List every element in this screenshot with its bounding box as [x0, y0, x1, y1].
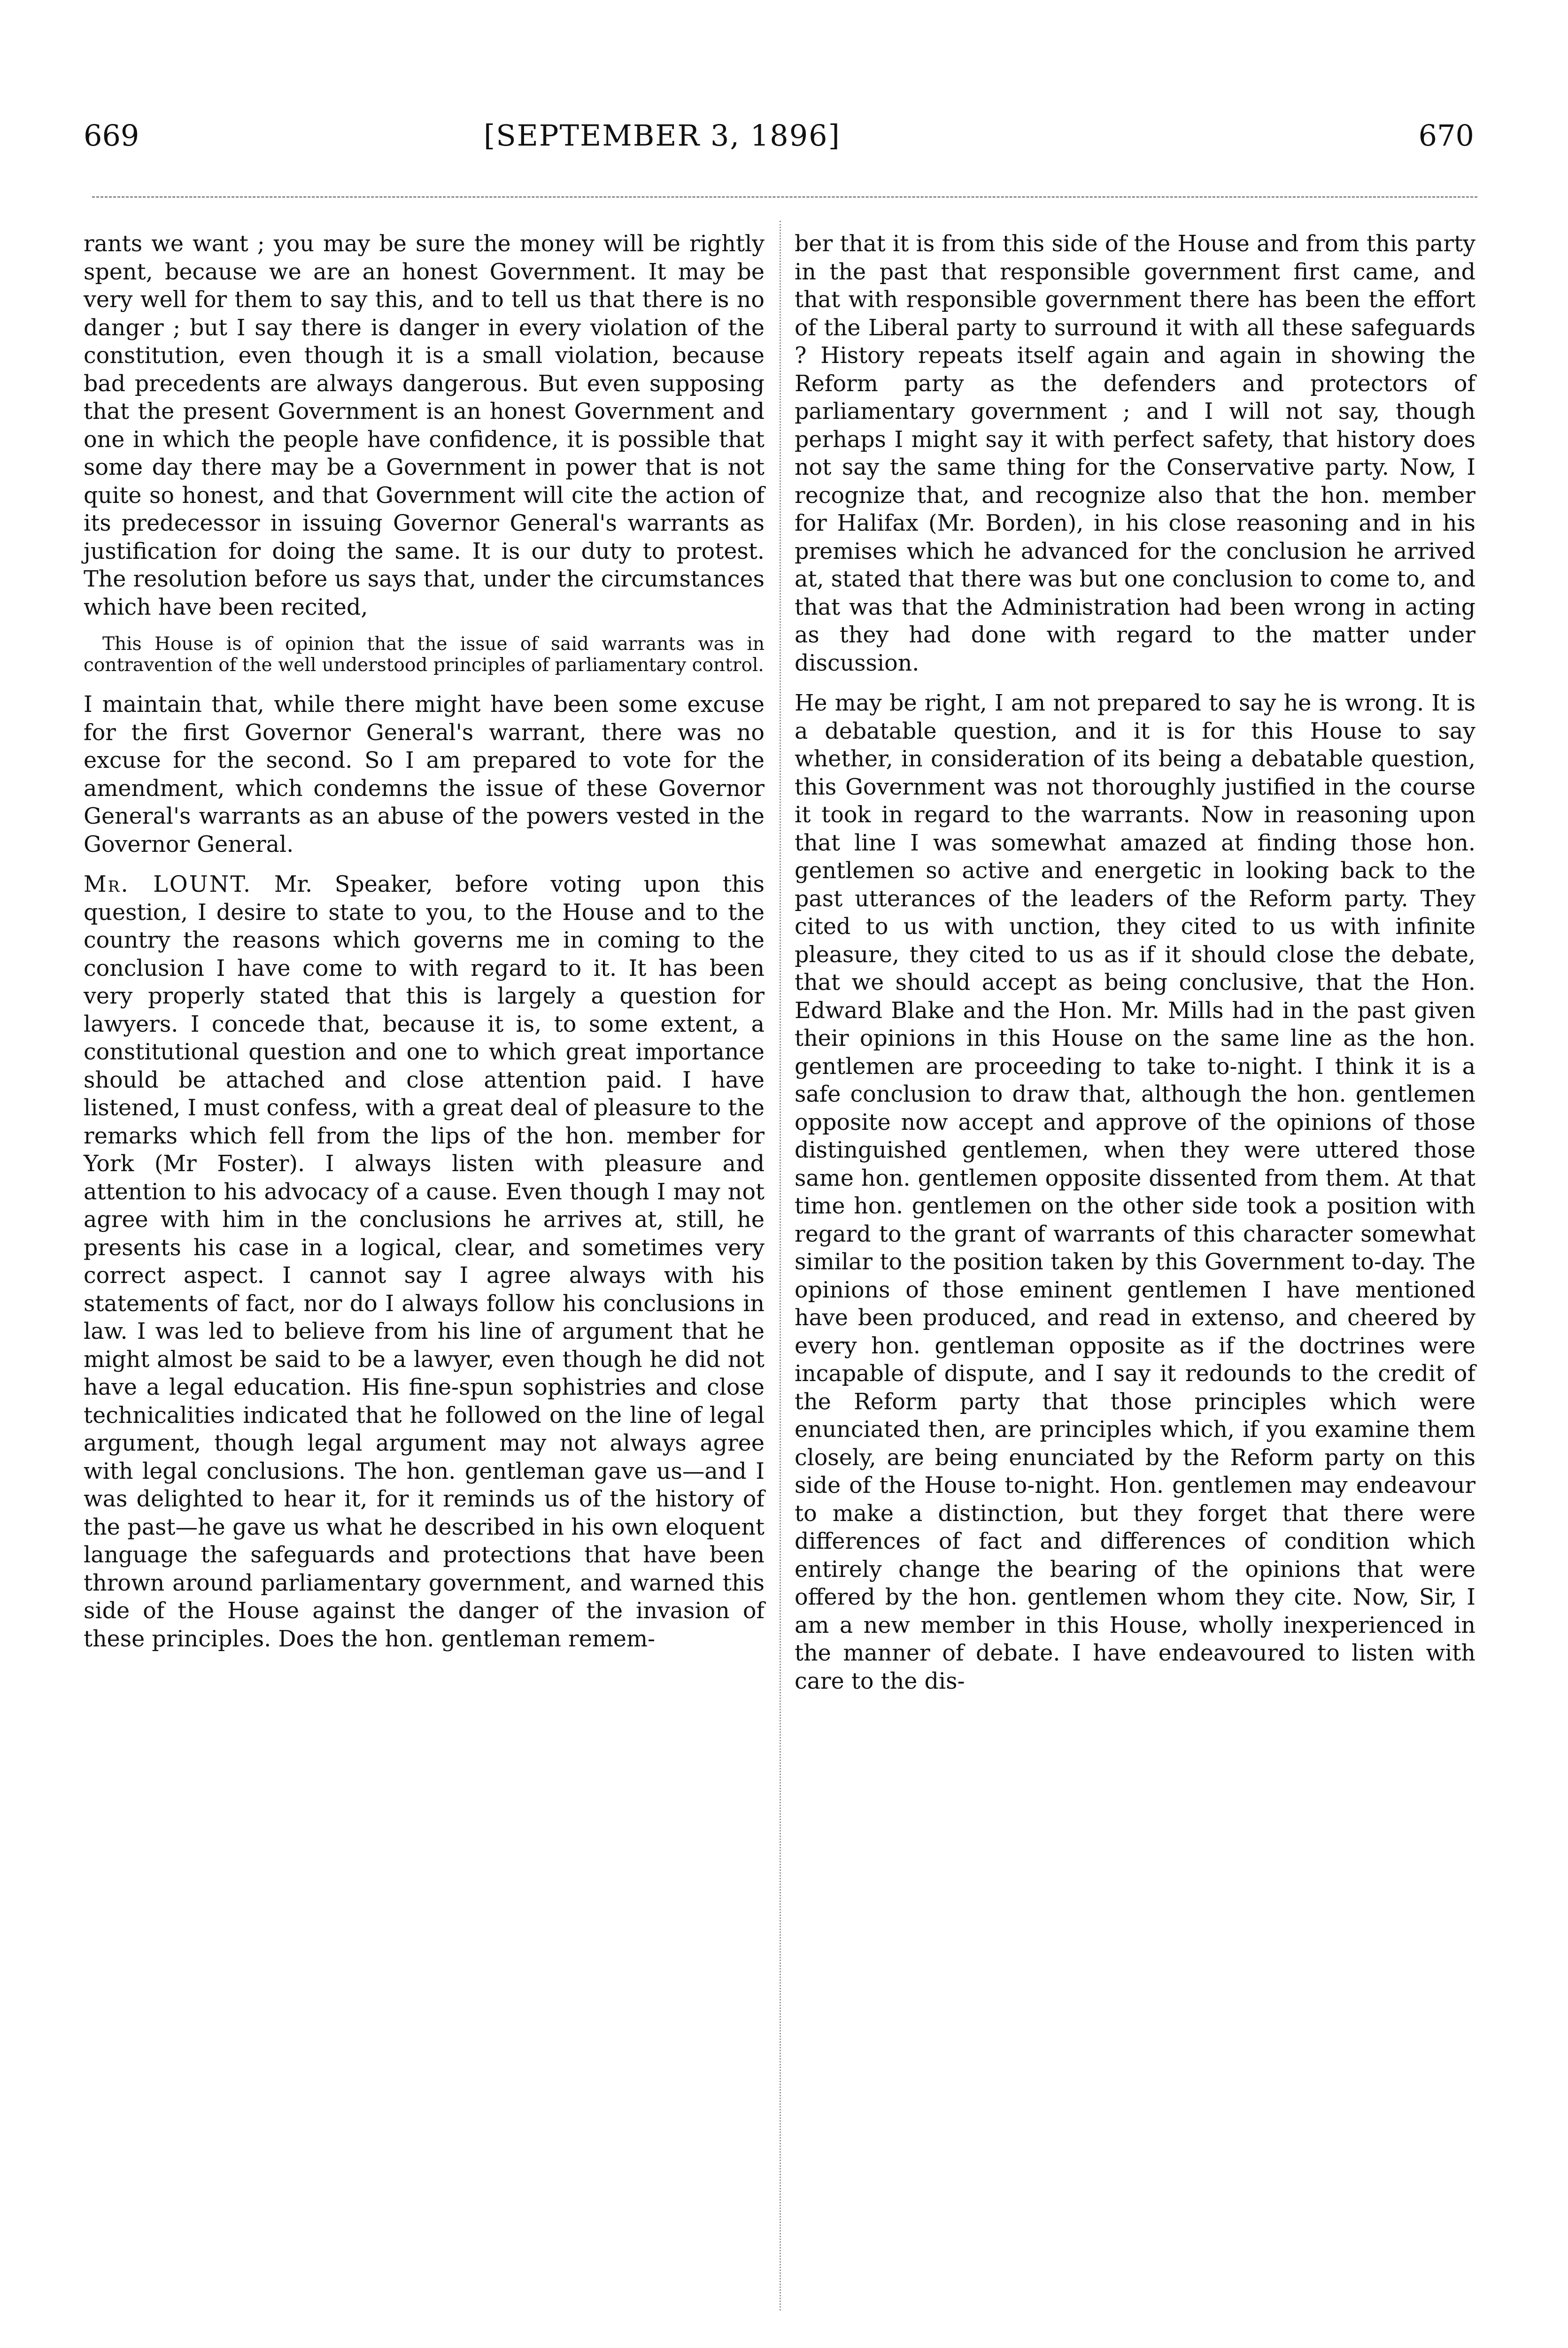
resolution-quote: This House is of opinion that the issue of said warrants was in contravention of the well understood principles of parliamentary control.: [84, 633, 765, 676]
header-rule: [92, 196, 1477, 198]
page-header: [0, 109, 1568, 165]
right-page-number: 670: [1418, 118, 1474, 153]
left-column: [84, 230, 765, 1653]
left-paragraph-1: rants we want ; you may be sure the money will be rightly spent, because we are an honest Government. It may be very well for them to say this, and to tell us that there is no danger ; but I say there is danger in every violation of the constitution, even though it is a small violation, because bad precedents are always dangerous. But even supposing that the present Government is an honest Government and one in which the people have confidence, it is possible that some day there may be a Government in power that is not quite so honest, and that Government will cite the action of its predecessor in issuing Governor General's warrants as justification for doing the same. It is our duty to protest. The resolution before us says that, under the circumstances which have been recited,: [84, 231, 765, 620]
right-column: [795, 230, 1475, 1695]
left-paragraph-2: I maintain that, while there might have been some excuse for the first Governor General's warrant, there was no excuse for the second. So I am prepared to vote for the amendment, which condemns the issue of these Governor General's warrants as an abuse of the powers vested in the Governor General.: [84, 692, 765, 857]
speaker-name: Mr. LOUNT.: [84, 872, 252, 897]
header-date: [SEPTEMBER 3, 1896]: [484, 118, 841, 153]
right-paragraph-2: He may be right, I am not prepared to say he is wrong. It is a debatable question, and it is for this House to say whether, in consideration of its being a debatable question, this Government was not thoroughly justified in the course it took in regard to the warrants. Now in reasoning upon that line I was somewhat amazed at finding those hon. gentlemen so active and energetic in looking back to the past utterances of the leaders of the Reform party. They cited to us with unction, they cited to us with infinite pleasure, they cited to us as if it should close the debate, that we should accept as being conclusive, that the Hon. Edward Blake and the Hon. Mr. Mills had in the past given their opinions in this House on the same line as the hon. gentlemen are proceeding to take to-night. I think it is a safe conclusion to draw that, although the hon. gentlemen opposite now accept and approve of the opinions of those distinguished gentlemen, when they were uttered those same hon. gentlemen opposite dissented from them. At that time hon. gentlemen on the other side took a position with regard to the grant of warrants of this character somewhat similar to the position taken by this Government to-day. The opinions of those eminent gentlemen I have mentioned have been produced, and read in extenso, and cheered by every hon. gentleman opposite as if the doctrines were incapable of dispute, and I say it redounds to the credit of the Reform party that those principles which were enunciated then, are principles which, if you examine them closely, are being enunciated by the Reform party on this side of the House to-night. Hon. gentlemen may endeavour to make a distinction, but they forget that there were differences of fact and differences of condition which entirely change the bearing of the opinions that were offered by the hon. gentlemen whom they cite. Now, Sir, I am a new member in this House, wholly inexperienced in the manner of debate. I have endeavoured to listen with care to the dis-: [795, 690, 1475, 1694]
speech-text: Mr. Speaker, before voting upon this question, I desire to state to you, to the House and to the country the reasons which governs me in coming to the conclusion I have come to with regard to it. It has been very properly stated that this is largely a question for lawyers. I concede that, because it is, to some extent, a constitutional question and one to which great importance should be attached and close attention paid. I have listened, I must confess, with a great deal of pleasure to the remarks which fell from the lips of the hon. member for York (Mr Foster). I always listen with pleasure and attention to his advocacy of a cause. Even though I may not agree with him in the conclusions he arrives at, still, he presents his case in a logical, clear, and sometimes very correct aspect. I cannot say I agree always with his statements of fact, nor do I always follow his conclusions in law. I was led to believe from his line of argument that he might almost be said to be a lawyer, even though he did not have a legal education. His fine-spun sophistries and close technicalities indicated that he followed on the line of legal argument, though legal argument may not always agree with legal conclusions. The hon. gentleman gave us—and I was delighted to hear it, for it reminds us of the history of the past—he gave us what he described in his own eloquent language the safeguards and protections that have been thrown around parliamentary government, and warned this side of the House against the danger of the invasion of these principles. Does the hon. gentleman remem-: [84, 872, 765, 1652]
right-paragraph-1: ber that it is from this side of the House and from this party in the past that responsible government first came, and that with responsible government there has been the effort of the Liberal party to surround it with all these safeguards ? History repeats itself again and again in showing the Reform party as the defenders and protectors of parliamentary government ; and I will not say, though perhaps I might say it with perfect safety, that history does not say the same thing for the Conservative party. Now, I recognize that, and recognize also that the hon. member for Halifax (Mr. Borden), in his close reasoning and in his premises which he advanced for the conclusion he arrived at, stated that there was but one conclusion to come to, and that was that the Administration had been wrong in acting as they had done with regard to the matter under discussion.: [795, 231, 1475, 676]
column-divider: [780, 221, 781, 2310]
left-page-number: 669: [84, 118, 139, 153]
left-paragraph-3: [84, 871, 765, 1653]
